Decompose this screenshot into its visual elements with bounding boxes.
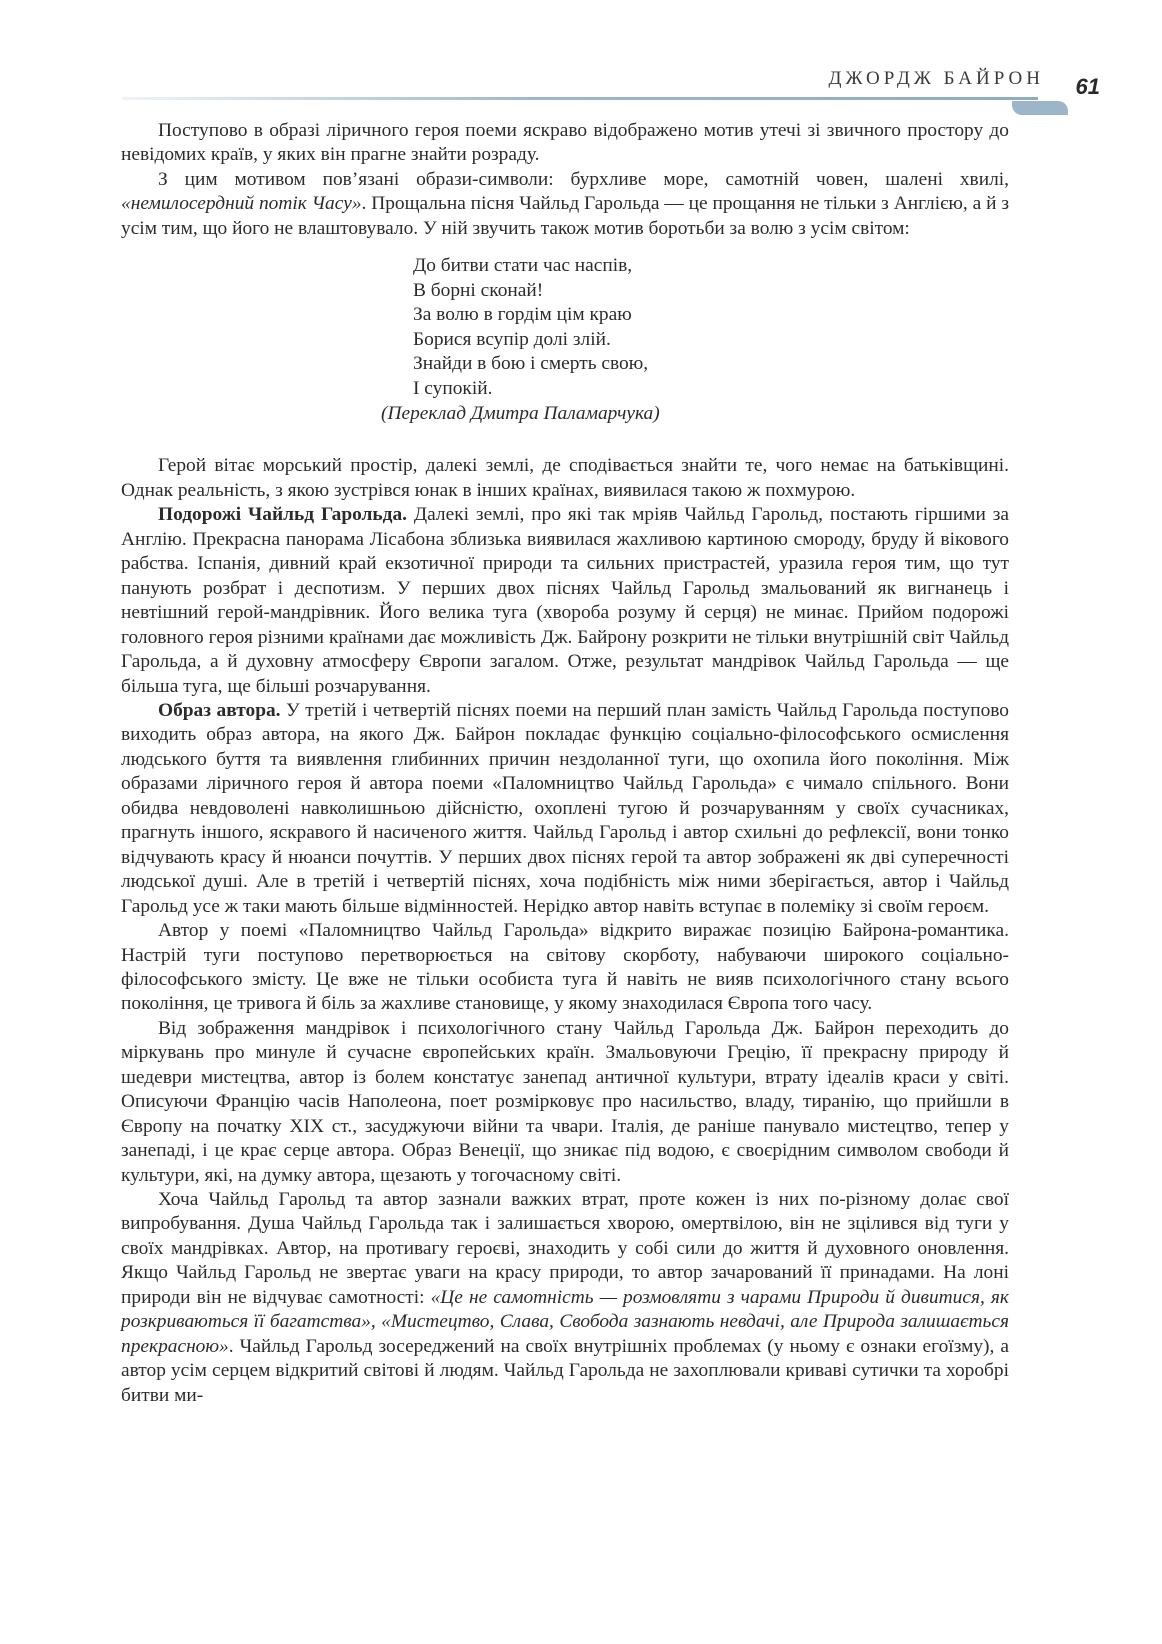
verse-line: Знайди в бою і смерть свою,	[413, 353, 649, 375]
paragraph-8-text-a: Хоча Чайльд Гарольд та автор зазнали важких втрат, проте кожен із них по-різному долає свої випробування. Душа Чайльд Гарольда так і залишається хворою, омертвілою, він не зцілився від туги у своїх мандрівках. Автор, на противагу героєві, знаходить у собі сили до життя й духовного оновлення. Якщо Чайльд Гарольд не звертає уваги на красу природи, то автор зачарований її принадами. На лоні природи він не відчуває самотності:	[121, 1189, 1009, 1308]
paragraph-2	[121, 168, 1009, 241]
verse-block	[381, 254, 1009, 426]
running-head: ДЖОРДЖ БАЙРОН	[828, 68, 1044, 89]
header-rule-tab	[1012, 101, 1068, 115]
verse-line: В борні сконай!	[413, 279, 544, 301]
paragraph-5	[121, 699, 1009, 919]
paragraph-4-text: Далекі землі, про які так мріяв Чайльд Гарольд, постають гіршими за Англію. Прекрасна панорама Лісабона зблизька виявилася жахливою картиною смороду, бруду й вікового рабства. Іспанія, дивний край екзотичної природи та сильних пристрастей, уразила героя тим, що тут панують розбрат і деспотизм. У перших двох піснях Чайльд Гарольд змальований як вигнанець і невтішний герой-мандрівник. Його велика туга (хвороба розуму й серця) не минає. Прийом подорожі головного героя різними країнами дає можливість Дж. Байрону розкрити не тільки внутрішній світ Чайльд Гарольда, а й духовну атмосферу Європи загалом. Отже, результат мандрівок Чайльд Гарольда — ще більша туга, ще більші розчарування.	[121, 504, 1009, 697]
paragraph-1: Поступово в образі ліричного героя поеми яскраво відображено мотив утечі зі звичного простору до невідомих країв, у яких він прагне знайти розраду.	[121, 120, 1009, 166]
verse-line: Борися всупір долі злій.	[413, 328, 611, 350]
paragraph-2-quote: «немилосердний потік Часу»	[121, 193, 362, 215]
section-heading-author: Образ автора.	[158, 699, 281, 721]
paragraph-8-quotes: «Це не самотність — розмовляти з чарами Природи й дивитися, як розкриваються її багатства», «Мистецтво, Слава, Свобода зазнають невдачі, але Природа залишається прекрасною»	[121, 1286, 1009, 1357]
paragraph-8	[121, 1188, 1009, 1408]
page-number: 61	[1075, 74, 1100, 99]
paragraph-3: Герой вітає морський простір, далекі землі, де сподівається знайти те, чого немає на батьківщині. Однак реальність, з якою зустрівся юнак в інших країнах, виявилася такою ж похмурою.	[121, 455, 1009, 501]
paragraph-4	[121, 503, 1009, 699]
spacer	[121, 426, 1009, 454]
section-heading-journeys: Подорожі Чайльд Гарольда.	[158, 504, 408, 526]
paragraph-8-text-b: . Чайльд Гарольд зосереджений на своїх внутрішніх проблемах (у ньому є ознаки егоїзму), а автор усім серцем відкритий світові й людям. Чайльд Гарольда не захоплювали криваві сутички та хоробрі битви ми-	[121, 1335, 1009, 1406]
verse-line: За волю в гордім цім краю	[413, 304, 632, 326]
header-rule	[122, 97, 1038, 100]
paragraph-2-text-b: . Прощальна пісня Чайльд Гарольда — це прощання не тільки з Англією, а й з усім тим, що його не влаштовувало. У ній звучить також мотив боротьби за волю з усім світом:	[121, 193, 1009, 239]
verse-line: До битви стати час наспів,	[413, 255, 633, 277]
paragraph-6: Автор у поемі «Паломництво Чайльд Гарольда» відкрито виражає позицію Байрона-романтика. Настрій туги поступово перетворюється на світову скорботу, набуваючи широкого соціально-філософського змісту. Це вже не тільки особиста туга й навіть не вияв психологічного стану всього покоління, це тривога й біль за жахливе становище, у якому знаходилася Європа того часу.	[121, 920, 1009, 1015]
paragraph-7: Від зображення мандрівок і психологічного стану Чайльд Гарольда Дж. Байрон переходить до міркувань про минуле й сучасне європейських країн. Змальовуючи Грецію, її прекрасну природу й шедеври мистецтва, автор із болем констатує занепад античної культури, втрату ідеалів краси у світі. Описуючи Францію часів Наполеона, поет розмірковує про насильство, владу, тиранію, що прийшли в Європу на початку XIX ст., засуджуючи війни та чвари. Італія, де раніше панувало мистецтво, тепер у занепаді, і це крає серце автора. Образ Венеції, що зникає під водою, є своєрідним символом свободи й культури, які, на думку автора, щезають у тогочасному світі.	[121, 1017, 1009, 1186]
paragraph-5-text: У третій і четвертій піснях поеми на перший план замість Чайльд Гарольда поступово виходить образ автора, на якого Дж. Байрон покладає функцію соціально-філософського осмислення людського буття та виявлення глибинних причин нездоланної туги, що охопила його покоління. Між образами ліричного героя й автора поеми «Паломництво Чайльд Гарольда» є чимало спільного. Вони обидва невдоволені навколишньою дійсністю, охоплені тугою й розчаруванням у своїх сучасниках, прагнуть іншого, яскравого й насиченого життя. Чайльд Гарольд і автор схильні до рефлексії, вони тонко відчувають красу й нюанси почуттів. У перших двох піснях герой та автор зображені як дві суперечності людської душі. Але в третій і четвертій піснях, хоча подібність між ними зберігається, автор і Чайльд Гарольд усе ж таки мають більше відмінностей. Нерідко автор навіть вступає в полеміку зі своїм героєм.	[121, 699, 1010, 917]
verse-line: І супокій.	[413, 377, 493, 399]
verse-translation-credit: (Переклад Дмитра Паламарчука)	[381, 402, 660, 424]
main-text	[121, 119, 1009, 1408]
paragraph-2-text-a: З цим мотивом пов’язані образи-символи: бурхливе море, самотній човен, шалені хвилі,	[158, 168, 1009, 190]
